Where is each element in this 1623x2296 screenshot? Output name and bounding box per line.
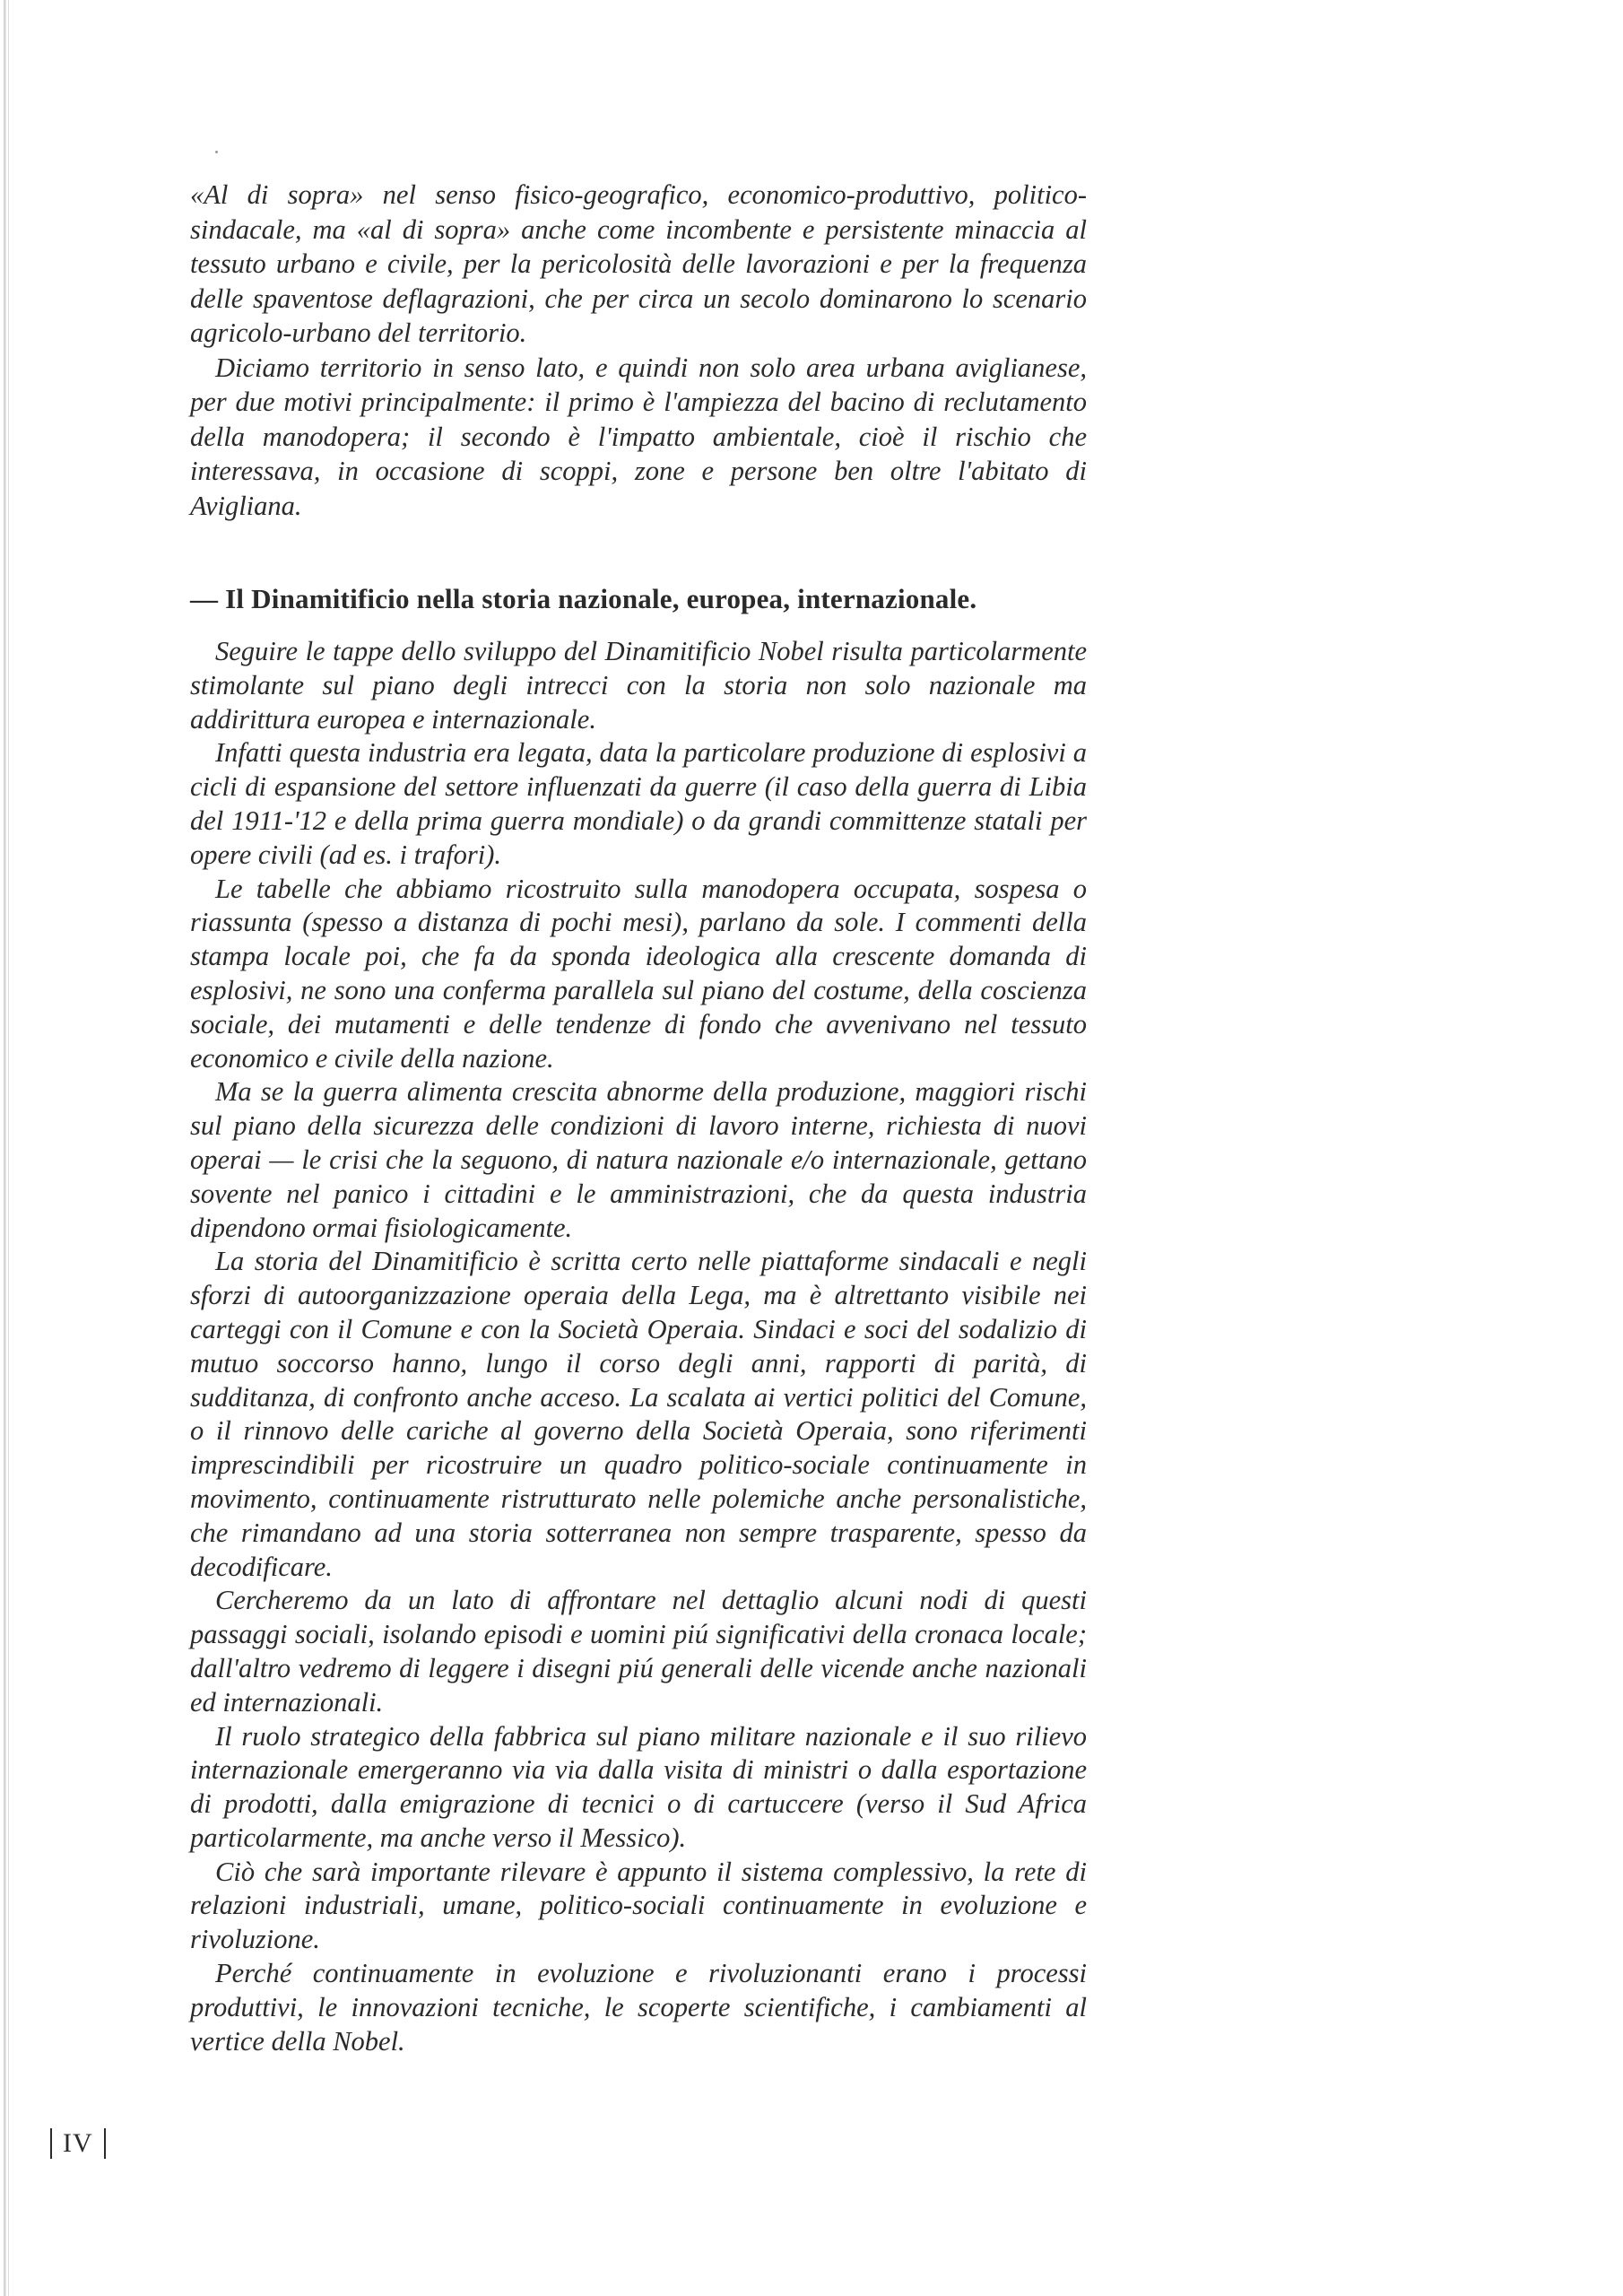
section-paragraph: Seguire le tappe dello sviluppo del Dinamitificio Nobel risulta particolarmente stimolante sul piano degli intrecci con la storia non solo nazionale ma addirittura europea e internazionale. <box>190 636 1087 735</box>
intro-paragraph: Diciamo territorio in senso lato, e quindi non solo area urbana aviglianese, per due motivi principalmente: il primo è l'ampiezza del bacino di reclutamento della manodopera; il secondo è l'impatto ambientale, cioè il rischio che interessava, in occasione di scoppi, zone e persone ben oltre l'abitato di Avigliana. <box>190 352 1087 521</box>
section-paragraph: Infatti questa industria era legata, data la particolare produzione di esplosivi a cicli di espansione del settore influenzati da guerre (il caso della guerra di Libia del 1911-'12 e della prima guerra mondiale) o da grandi committenze statali per opere civili (ad es. i trafori). <box>190 737 1087 870</box>
intro-text-block <box>190 178 1087 523</box>
section-heading: — Il Dinamitificio nella storia nazionale, europea, internazionale. <box>190 583 977 614</box>
page-number-right-rule <box>104 2128 106 2159</box>
section-paragraph: Perché continuamente in evoluzione e rivoluzionanti erano i processi produttivi, le innovazioni tecniche, le scoperte scientifiche, i cambiamenti al vertice della Nobel. <box>190 1958 1087 2057</box>
paper-speck <box>215 151 218 153</box>
page-binding-edge-line <box>8 0 9 2296</box>
section-paragraph: Le tabelle che abbiamo ricostruito sulla manodopera occupata, sospesa o riassunta (spesso a distanza di pochi mesi), parlano da sole. I commenti della stampa locale poi, che fa da sponda ideologica alla crescente domanda di esplosivi, ne sono una conferma parallela sul piano del costume, della coscienza sociale, dei mutamenti e delle tendenze di fondo che avvenivano nel tessuto economico e civile della nazione. <box>190 873 1087 1074</box>
section-paragraph: Ma se la guerra alimenta crescita abnorme della produzione, maggiori rischi sul piano della sicurezza delle condizioni di lavoro interne, richiesta di nuovi operai — le crisi che la seguono, di natura nazionale e/o internazionale, gettano sovente nel panico i cittadini e le amministrazioni, che da questa industria dipendono ormai fisiologicamente. <box>190 1076 1087 1243</box>
section-text-block <box>190 581 1087 2058</box>
section-paragraph: Il ruolo strategico della fabbrica sul piano militare nazionale e il suo rilievo internazionale emergeranno via via dalla visita di ministri o dalla esportazione di prodotti, dalla emigrazione di tecnici o di cartuccere (verso il Sud Africa particolarmente, ma anche verso il Messico). <box>190 1720 1087 1853</box>
section-paragraph: Ciò che sarà importante rilevare è appunto il sistema complessivo, la rete di relazioni industriali, umane, politico-sociali continuamente in evoluzione e rivoluzione. <box>190 1856 1087 1955</box>
page-number <box>50 2126 106 2161</box>
intro-paragraph: «Al di sopra» nel senso fisico-geografico, economico-produttivo, politico-sindacale, ma «al di sopra» anche come incombente e persistente minaccia al tessuto urbano e civile, per la pericolosità delle lavorazioni e per la frequenza delle spaventose deflagrazioni, che per circa un secolo dominarono lo scenario agricolo-urbano del territorio. <box>190 179 1087 348</box>
page-binding-edge <box>4 0 6 2296</box>
section-paragraph: La storia del Dinamitificio è scritta certo nelle piattaforme sindacali e negli sforzi di autoorganizzazione operaia della Lega, ma è altrettanto visibile nei carteggi con il Comune e con la Società Operaia. Sindaci e soci del sodalizio di mutuo soccorso hanno, lungo il corso degli anni, rapporti di parità, di sudditanza, di confronto anche acceso. La scalata ai vertici politici del Comune, o il rinnovo delle cariche al governo della Società Operaia, sono riferimenti imprescindibili per ricostruire un quadro politico-sociale continuamente in movimento, continuamente ristrutturato nelle polemiche anche personalistiche, che rimandano ad una storia sotterranea non sempre trasparente, spesso da decodificare. <box>190 1246 1087 1582</box>
page-number-label: IV <box>63 2128 93 2158</box>
section-paragraph: Cercheremo da un lato di affrontare nel dettaglio alcuni nodi di questi passaggi sociali, isolando episodi e uomini piú significativi della cronaca locale; dall'altro vedremo di leggere i disegni piú generali delle vicende anche nazionali ed internazionali. <box>190 1585 1087 1718</box>
